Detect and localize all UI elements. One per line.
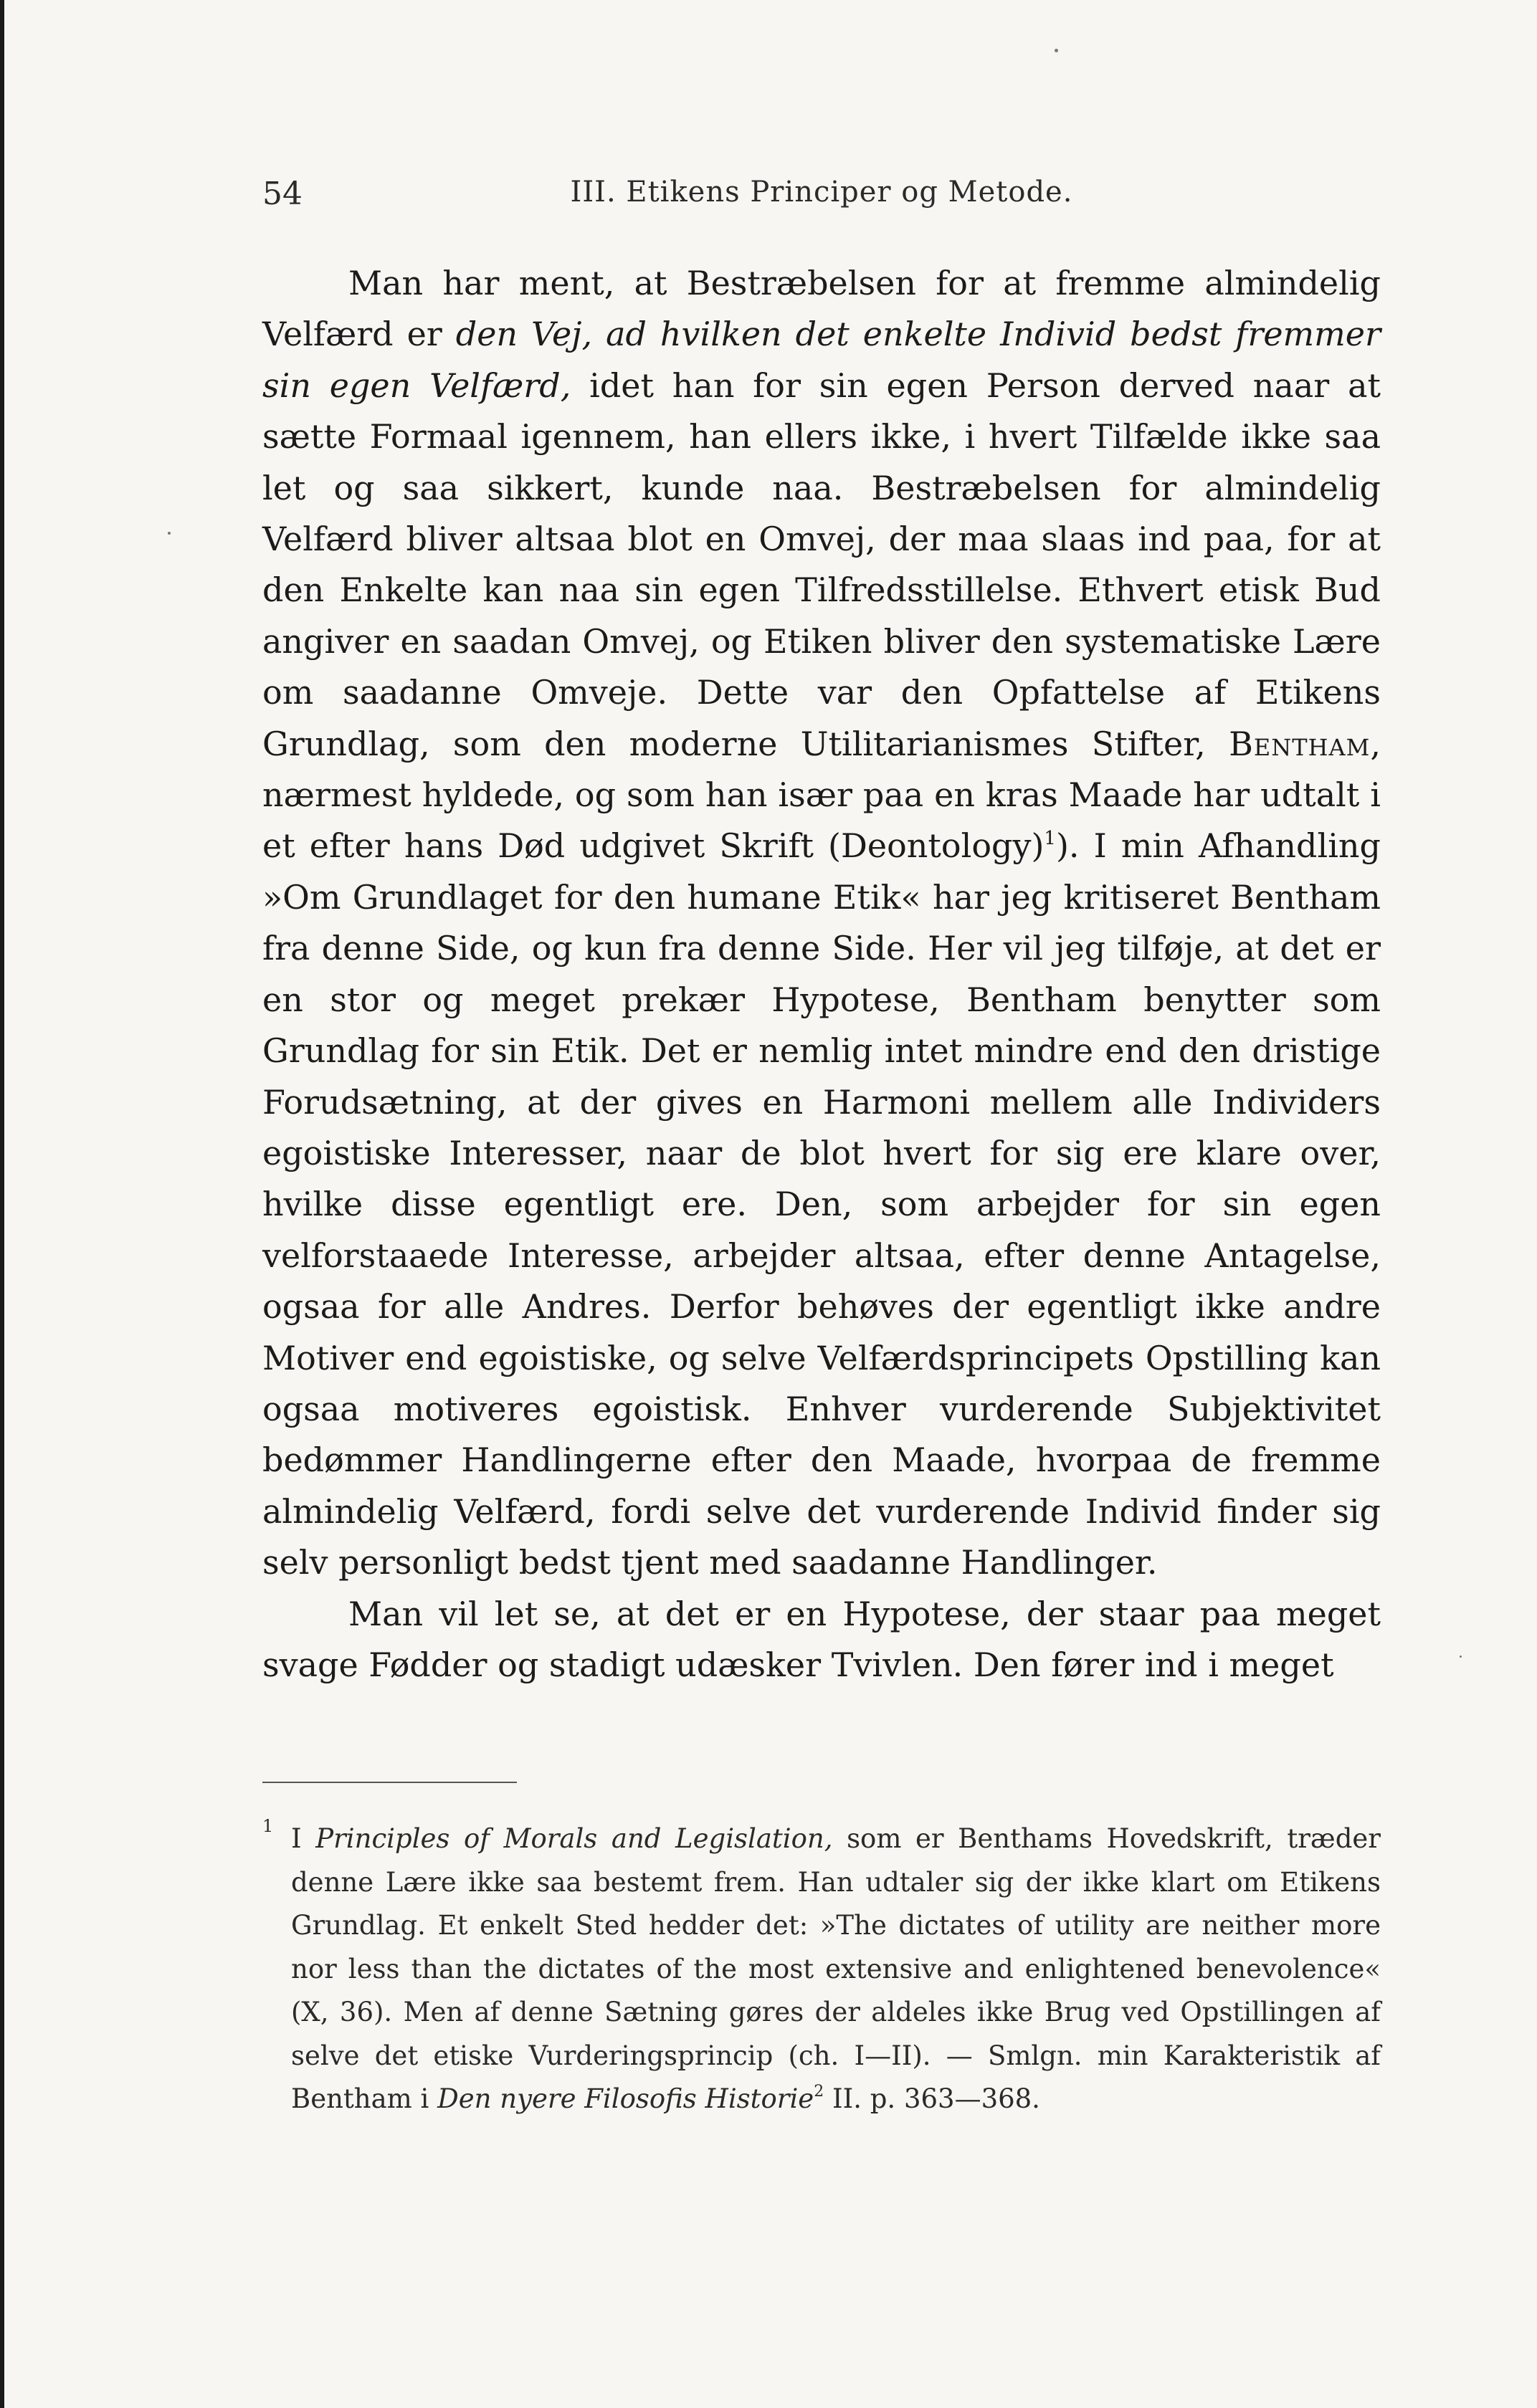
dust-speck — [1055, 49, 1058, 52]
running-title: III. Etikens Principer og Metode. — [570, 176, 1073, 209]
body-text — [262, 258, 1381, 1691]
paragraph-1 — [262, 258, 1381, 1589]
page-number: 54 — [262, 176, 303, 212]
paragraph-2: Man vil let se, at det er en Hypotese, der staar paa meget svage Fødder og stadigt udæsker Tvivlen. Den fører ind i meget — [262, 1594, 1381, 1684]
dust-speck — [168, 532, 171, 535]
italic-phrase: den Vej, ad hvilken det enkelte Individ bedst fremmer sin egen Velfærd, — [262, 315, 1381, 405]
footnote-marker: 1 — [262, 1816, 274, 1836]
text-run: II. p. 363—368. — [824, 2083, 1040, 2114]
text-run: idet han for sin egen Person derved naar at sætte Formaal igennem, han ellers ikke, i hvert Tilfælde ikke saa let og saa sikkert, kunde naa. Bestræbelsen for almindelig Velfærd bliver altsaa blot en Omvej, der maa slaas ind paa, for at den Enkelte kan naa sin egen Tilfredsstillelse. Ethvert etisk Bud angiver en saadan Omvej, og Etiken bliver den systematiske Lære om saadanne Omveje. Dette var den Opfattelse af Etikens Grundlag, som den moderne Utilitarianismes Stifter, — [262, 366, 1381, 763]
author-name-smallcaps: Bentham — [1229, 724, 1371, 763]
italic-title: Den nyere Filosofis Historie — [437, 2083, 814, 2114]
italic-title: Principles of Morals and Legislation, — [315, 1823, 833, 1854]
footnote — [262, 1816, 1381, 2121]
text-run: ). I min Afhandling »Om Grundlaget for den humane Etik« har jeg kritiseret Bentham fra denne Side, og kun fra denne Side. Her vil jeg tilføje, at det er en stor og meget prekær Hypotese, Bentham benytter som Grundlag for sin Etik. Det er nemlig intet mindre end den dristige Forudsætning, at der gives en Harmoni mellem alle Individers egoistiske Interesser, naar de blot hvert for sig ere klare over, hvilke disse egentligt ere. Den, som arbejder for sin egen velforstaaede Interesse, arbejder altsaa, efter denne Antagelse, ogsaa for alle Andres. Derfor behøves der egentligt ikke andre Motiver end egoistiske, og selve Velfærdsprincipets Opstilling kan ogsaa motiveres egoistisk. Enhver vurderende Subjektivitet bedømmer Handlingerne efter den Maade, hvorpaa de fremme almindelig Velfærd, fordi selve det vurderende Individ finder sig selv personligt bedst tjent med saadanne Handlinger. — [262, 826, 1381, 1582]
footnote-reference: 1 — [1044, 828, 1056, 850]
text-run: I — [291, 1823, 316, 1854]
footnote-rule — [262, 1782, 517, 1783]
dust-speck — [1460, 1656, 1462, 1658]
edition-superscript: 2 — [814, 2083, 824, 2101]
text-run: som er Benthams Hovedskrift, træder denne Lære ikke saa bestemt frem. Han udtaler sig der ikke klart om Etikens Grundlag. Et enkelt Sted hedder det: »The dictates of utility are neither more nor less than the dictates of the most extensive and enlightened benevolence« (X, 36). Men af denne Sætning gøres der aldeles ikke Brug ved Opstillingen af selve det etiske Vurderingsprincip (ch. I—II). — Smlgn. min Karakteristik af Bentham i — [291, 1823, 1381, 2114]
running-head — [262, 176, 1381, 219]
text-run: Man har ment, at Bestræbelsen for at fremme almindelig Velfærd er — [262, 264, 1381, 354]
text-run: , nærmest hyldede, og som han især paa en kras Maade har udtalt i et efter hans Død udgivet Skrift (Deontology) — [262, 724, 1381, 866]
